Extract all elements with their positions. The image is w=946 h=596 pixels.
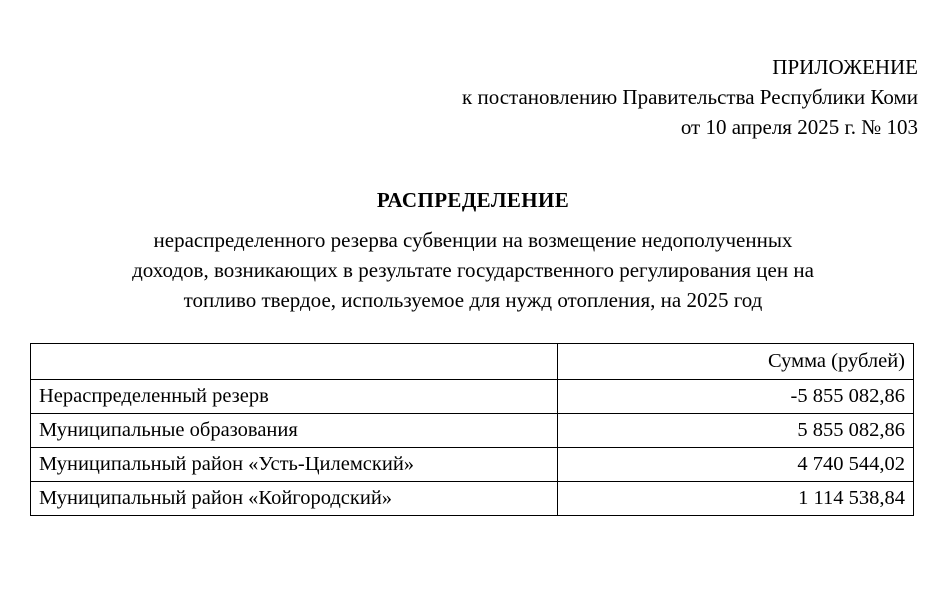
header-line-date-number: от 10 апреля 2025 г. № 103 <box>680 115 918 139</box>
table-header-cell-amount: Сумма (рублей) <box>558 344 914 380</box>
table-cell-amount: 4 740 544,02 <box>558 448 914 482</box>
table-row <box>31 482 914 516</box>
table-cell-name: Нераспределенный резерв <box>31 380 558 414</box>
title-block <box>28 188 918 315</box>
distribution-table <box>30 343 914 516</box>
table-cell-name: Муниципальные образования <box>31 414 558 448</box>
table-cell-amount: -5 855 082,86 <box>558 380 914 414</box>
document-page <box>0 52 946 596</box>
table-cell-name: Муниципальный район «Койгородский» <box>31 482 558 516</box>
table-header-row <box>31 344 914 380</box>
subtitle-line-3: топливо твердое, используемое для нужд отопления, на 2025 год <box>183 288 763 312</box>
document-subtitle <box>28 225 918 315</box>
table-header-cell-name <box>31 344 558 380</box>
table-row <box>31 380 914 414</box>
table-cell-name: Муниципальный район «Усть-Цилемский» <box>31 448 558 482</box>
table-cell-amount: 5 855 082,86 <box>558 414 914 448</box>
table-row <box>31 414 914 448</box>
table-row <box>31 448 914 482</box>
page-title: РАСПРЕДЕЛЕНИЕ <box>376 188 570 212</box>
header-line-decree: к постановлению Правительства Республики Коми <box>462 85 918 109</box>
subtitle-line-1: нераспределенного резерва субвенции на возмещение недополученных <box>153 228 793 252</box>
document-header <box>28 52 918 142</box>
header-line-appendix: ПРИЛОЖЕНИЕ <box>772 55 918 79</box>
table-cell-amount: 1 114 538,84 <box>558 482 914 516</box>
subtitle-line-2: доходов, возникающих в результате государственного регулирования цен на <box>132 258 814 282</box>
